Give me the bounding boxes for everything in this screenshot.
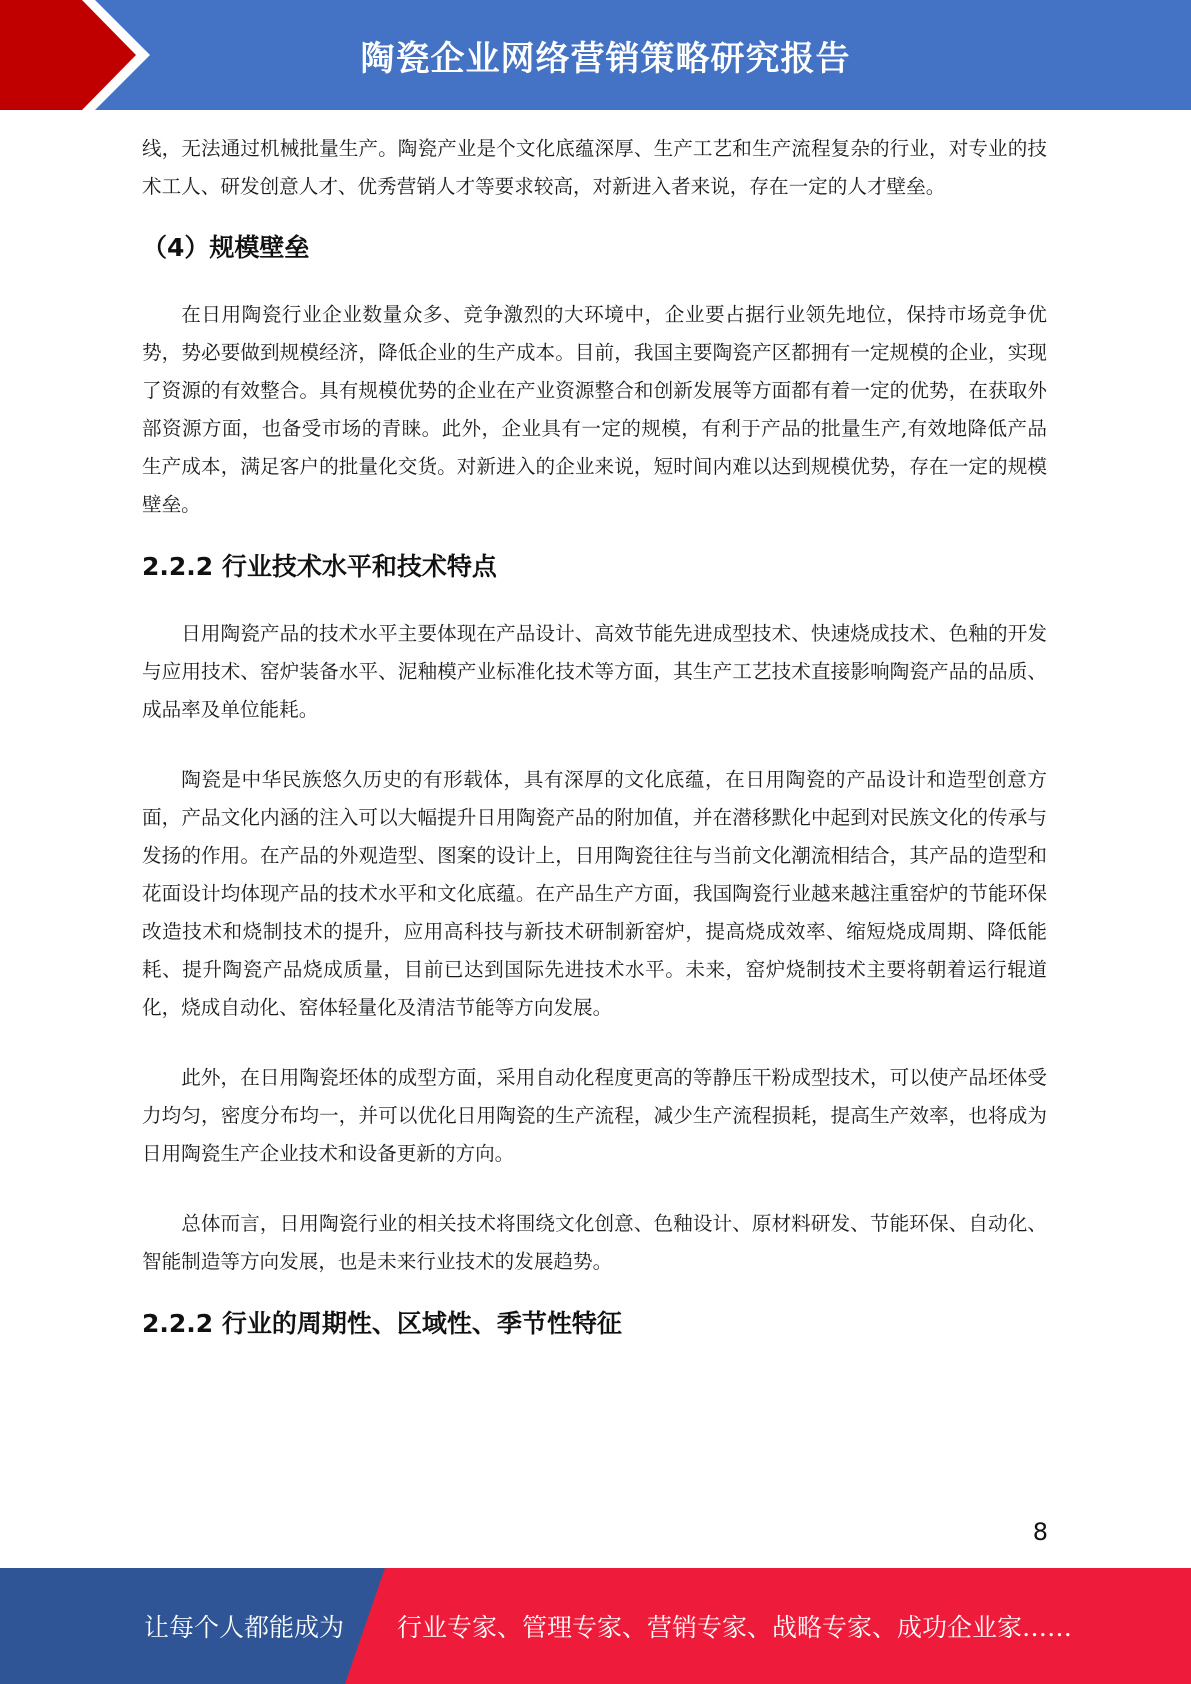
- heading-scale-barrier: （4）规模壁垒: [142, 233, 310, 262]
- paragraph-overall-trend: 总体而言，日用陶瓷行业的相关技术将围绕文化创意、色釉设计、原材料研发、节能环保、自动化、智能制造等方向发展，也是未来行业技术的发展趋势。: [142, 1212, 1047, 1273]
- footer-slogan-left: 让每个人都能成为: [144, 1613, 345, 1642]
- paragraph-scale-barrier: 在日用陶瓷行业企业数量众多、竞争激烈的大环境中，企业要占据行业领先地位，保持市场竞争优势，势必要做到规模经济，降低企业的生产成本。目前，我国主要陶瓷产区都拥有一定规模的企业，实现了资源的有效整合。具有规模优势的企业在产业资源整合和创新发展等方面都有着一定的优势，在获取外部资源方面，也备受市场的青睐。此外，企业具有一定的规模，有利于产品的批量生产,有效地降低产品生产成本，满足客户的批量化交货。对新进入的企业来说，短时间内难以达到规模优势，存在一定的规模壁垒。: [142, 303, 1047, 516]
- paragraph-forming-technology: 此外，在日用陶瓷坯体的成型方面，采用自动化程度更高的等静压干粉成型技术，可以使产品坯体受力均匀，密度分布均一，并可以优化日用陶瓷的生产流程，减少生产流程损耗，提高生产效率，也将成为日用陶瓷生产企业技术和设备更新的方向。: [142, 1066, 1047, 1165]
- paragraph-talent-barrier: 线，无法通过机械批量生产。陶瓷产业是个文化底蕴深厚、生产工艺和生产流程复杂的行业，对专业的技术工人、研发创意人才、优秀营销人才等要求较高，对新进入者来说，存在一定的人才壁垒。: [142, 137, 1047, 198]
- paragraph-technology-level: 日用陶瓷产品的技术水平主要体现在产品设计、高效节能先进成型技术、快速烧成技术、色釉的开发与应用技术、窑炉装备水平、泥釉模产业标准化技术等方面，其生产工艺技术直接影响陶瓷产品的品质、成品率及单位能耗。: [142, 622, 1047, 721]
- header-title: 陶瓷企业网络营销策略研究报告: [360, 38, 851, 79]
- document-body: [142, 130, 1047, 1344]
- page-number: 8: [1032, 1518, 1048, 1546]
- page-footer: [0, 1568, 1191, 1684]
- footer-slogan-right: 行业专家、管理专家、营销专家、战略专家、成功企业家……: [397, 1613, 1073, 1642]
- heading-technology-level: 2.2.2 行业技术水平和技术特点: [142, 552, 497, 581]
- paragraph-cultural-heritage: 陶瓷是中华民族悠久历史的有形载体，具有深厚的文化底蕴，在日用陶瓷的产品设计和造型创意方面，产品文化内涵的注入可以大幅提升日用陶瓷产品的附加值，并在潜移默化中起到对民族文化的传承与发扬的作用。在产品的外观造型、图案的设计上，日用陶瓷往往与当前文化潮流相结合，其产品的造型和花面设计均体现产品的技术水平和文化底蕴。在产品生产方面，我国陶瓷行业越来越注重窑炉的节能环保改造技术和烧制技术的提升，应用高科技与新技术研制新窑炉，提高烧成效率、缩短烧成周期、降低能耗、提升陶瓷产品烧成质量，目前已达到国际先进技术水平。未来，窑炉烧制技术主要将朝着运行辊道化，烧成自动化、窑体轻量化及清洁节能等方向发展。: [142, 768, 1047, 1019]
- heading-industry-characteristics: 2.2.2 行业的周期性、区域性、季节性特征: [142, 1309, 622, 1338]
- page-header: [0, 0, 1191, 110]
